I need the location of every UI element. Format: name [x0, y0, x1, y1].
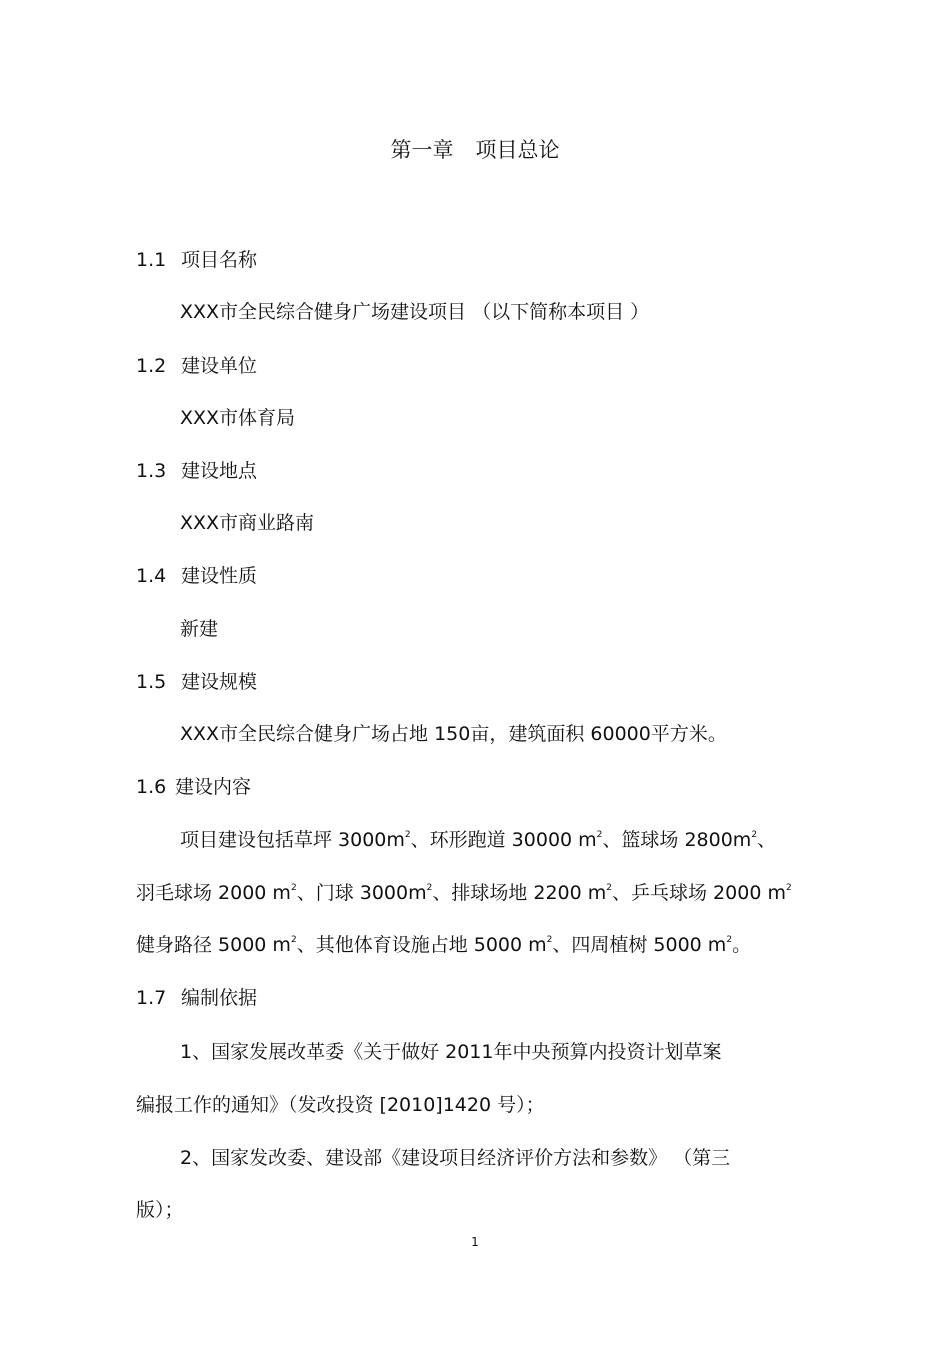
basis-item-cont: 编报工作的通知》（发改投资 [2010]1420 号）； — [136, 1094, 545, 1116]
section-body: 新建 — [180, 618, 219, 640]
section-number: 1.3 — [136, 460, 167, 482]
section-body: XXX市全民综合健身广场占地 150亩，建筑面积 60000平方米。 — [180, 723, 727, 745]
chapter-title — [0, 137, 950, 163]
section-heading — [136, 354, 257, 378]
section-heading — [136, 248, 257, 272]
section-body: XXX市全民综合健身广场建设项目 （以下简称本项目 ） — [180, 301, 650, 323]
section-number: 1.2 — [136, 355, 167, 377]
section-heading — [136, 670, 257, 694]
basis-item: 1、国家发展改革委《关于做好 2011年中央预算内投资计划草案 — [180, 1041, 722, 1063]
section-title: 编制依据 — [181, 987, 258, 1009]
section-body: XXX市体育局 — [180, 407, 296, 429]
section-title: 建设地点 — [181, 460, 258, 482]
section-heading — [136, 986, 257, 1010]
section-title: 建设单位 — [181, 355, 258, 377]
section-title: 建设性质 — [181, 565, 258, 587]
section-number: 1.1 — [136, 249, 167, 271]
section-heading — [136, 775, 251, 799]
content-line: 项目建设包括草坪 $3000m^2$、环形跑道 30000 $m^2$、篮球场 $2800m^2$、 — [180, 829, 777, 851]
section-title: 建设内容 — [175, 776, 252, 798]
page-number: 1 — [471, 1235, 479, 1249]
section-number: 1.6 — [136, 776, 167, 798]
section-number: 1.7 — [136, 987, 167, 1009]
content-line: 羽毛球场 2000 $m^2$、门球 $3000m^2$、排球场地 2200 $m^2$、乒乓球场 2000 $m^2$ — [136, 882, 792, 904]
section-body: XXX市商业路南 — [180, 512, 315, 534]
section-number: 1.5 — [136, 671, 167, 693]
section-heading — [136, 564, 257, 588]
chapter-name: 项目总论 — [475, 138, 560, 162]
chapter-number: 第一章 — [390, 138, 454, 162]
section-title: 项目名称 — [181, 249, 258, 271]
basis-item: 2、国家发改委、建设部《建设项目经济评价方法和参数》 （第三 — [180, 1147, 731, 1169]
section-heading — [136, 459, 257, 483]
content-line: 健身路径 5000 $m^2$、其他体育设施占地 5000 $m^2$、四周植树 5000 $m^2$。 — [136, 934, 752, 956]
section-title: 建设规模 — [181, 671, 258, 693]
section-number: 1.4 — [136, 565, 167, 587]
basis-item-cont: 版）； — [136, 1199, 184, 1221]
